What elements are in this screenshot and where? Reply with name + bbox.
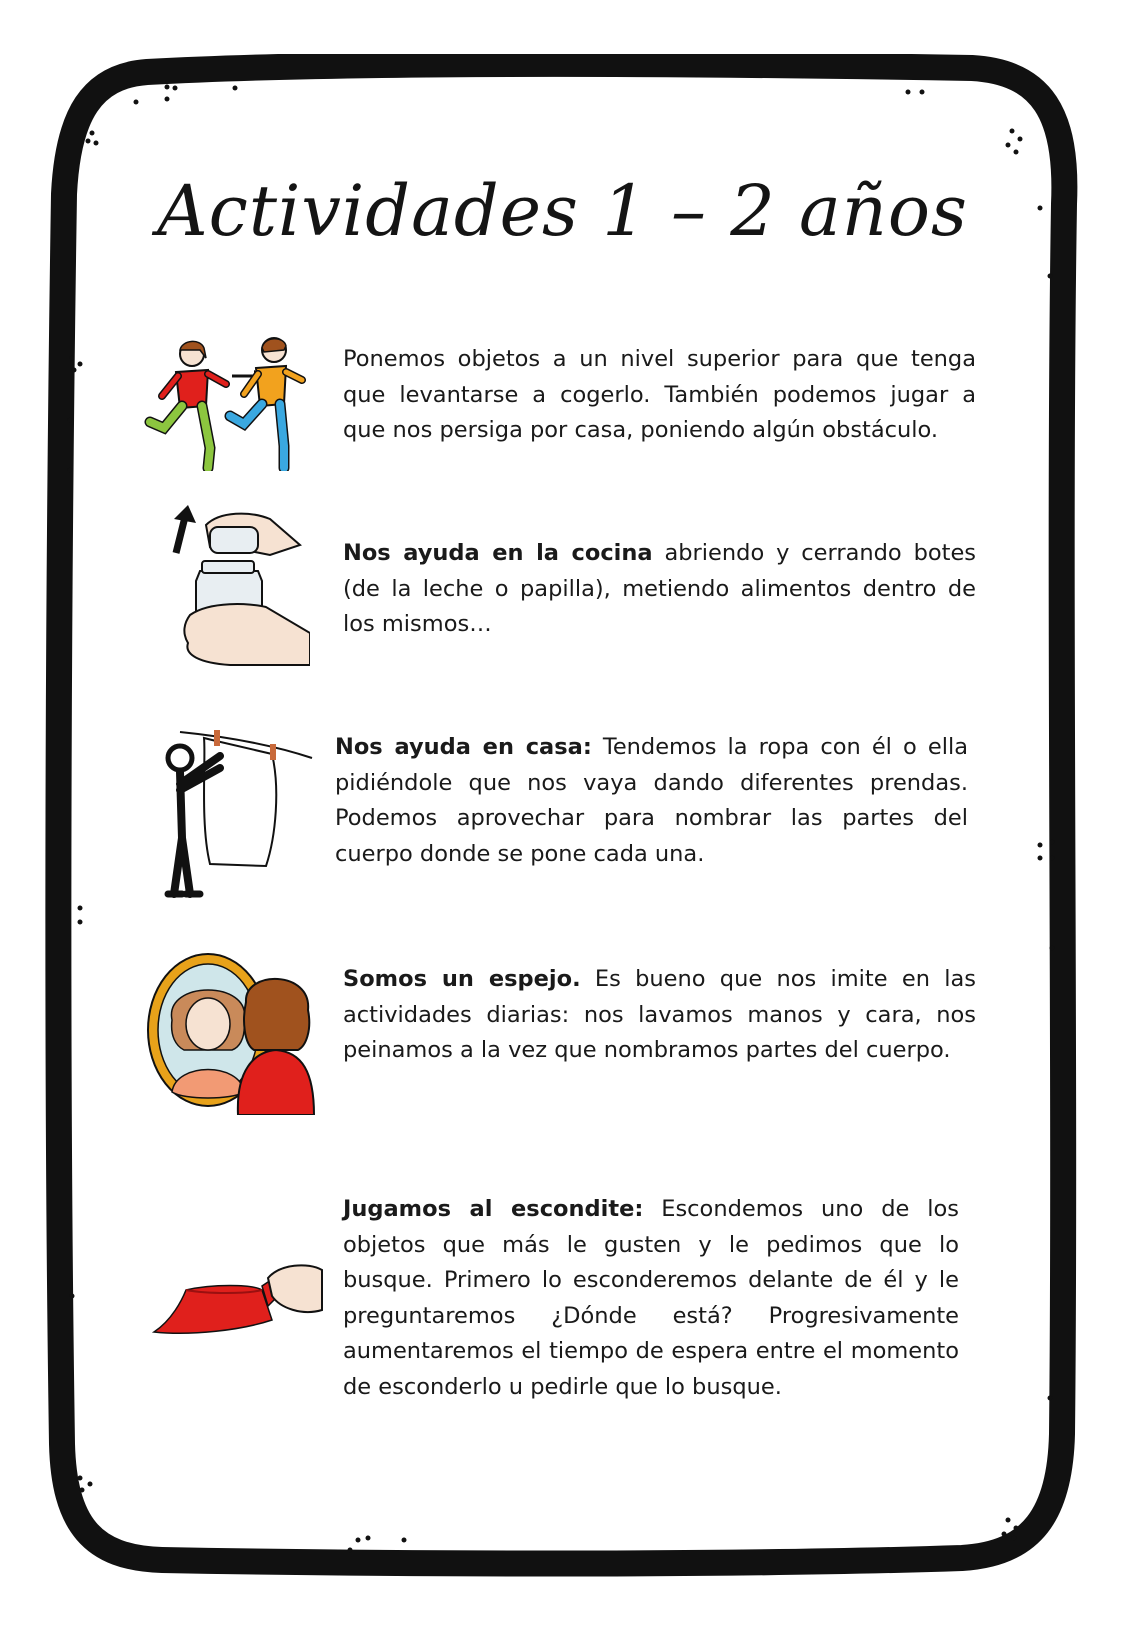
children-chasing-icon xyxy=(144,336,319,475)
activity-text xyxy=(335,730,968,872)
activity-lead: Nos ayuda en casa: xyxy=(335,734,592,760)
activity-text xyxy=(343,1192,959,1405)
activity-lead: Nos ayuda en la cocina xyxy=(343,540,653,566)
activity-body: Escondemos uno de los objetos que más le gusten y le pedimos que lo busque. Primero lo esconderemos delante de él y le preguntaremos ¿Dónde está? Progresivamente aumentaremos el tiempo de espera entre el momento de esconderlo u pedirle que lo busque. xyxy=(343,1196,959,1400)
activity-text xyxy=(343,342,976,449)
activity-text xyxy=(343,536,976,643)
page-title: Actividades 1 – 2 años xyxy=(157,170,968,252)
hide-under-cloth-icon xyxy=(152,1260,327,1344)
activity-lead: Jugamos al escondite: xyxy=(343,1196,644,1222)
activity-text xyxy=(343,962,976,1069)
activity-body: abriendo y cerrando botes (de la leche o papilla), metiendo alimentos dentro de los mismos… xyxy=(343,540,977,637)
activity-body: Ponemos objetos a un nivel superior para que tenga que levantarse a cogerlo. También podemos jugar a que nos persiga por casa, poniendo algún obstáculo. xyxy=(343,346,976,443)
activity-body: Es bueno que nos imite en las actividades diarias: nos lavamos manos y cara, nos peinamos a la vez que nombramos partes del cuerpo. xyxy=(343,966,976,1063)
open-jar-icon xyxy=(170,505,310,674)
hanging-clothes-icon xyxy=(160,728,320,904)
mirror-icon xyxy=(142,950,317,1119)
activity-lead: Somos un espejo. xyxy=(343,966,581,992)
activity-body: Tendemos la ropa con él o ella pidiéndole que nos vaya dando diferentes prendas. Podemos aprovechar para nombrar las partes del cuerpo donde se pone cada una. xyxy=(335,734,968,867)
